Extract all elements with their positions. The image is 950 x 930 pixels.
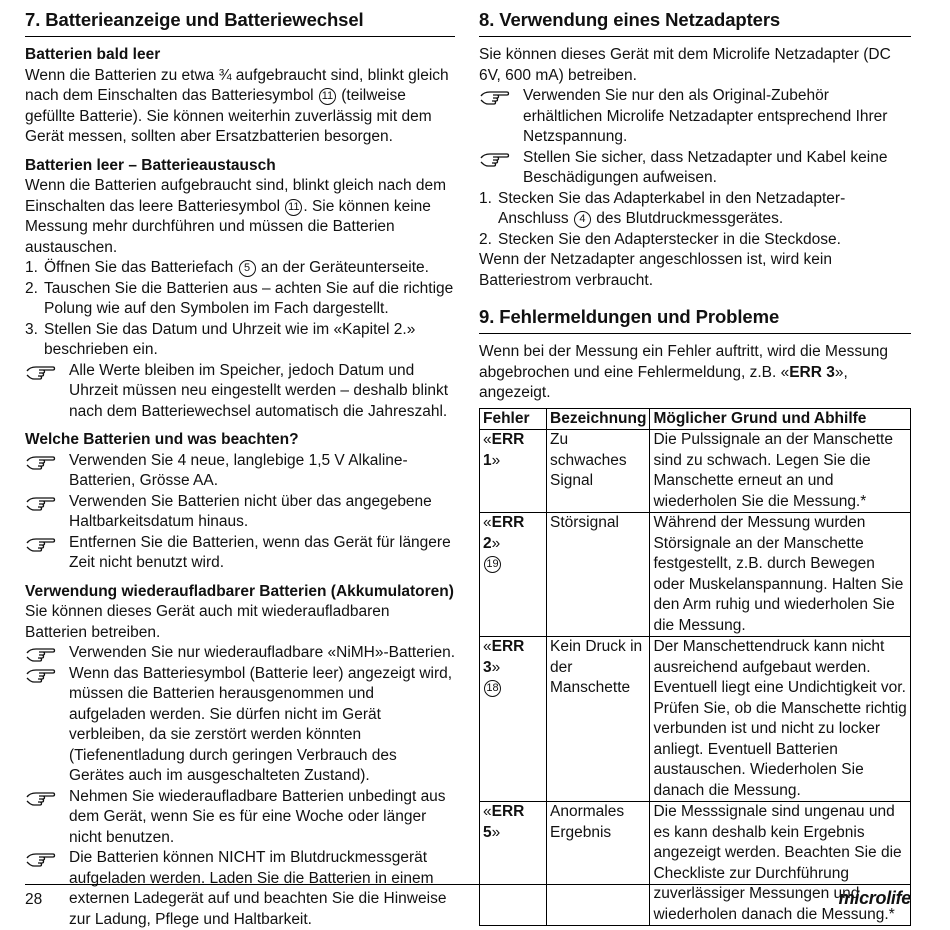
- error-code-cell: «ERR 2» 19: [480, 513, 547, 637]
- pointing-hand-icon: [25, 362, 57, 380]
- error-code-cell: «ERR 5»: [480, 802, 547, 926]
- right-column: [479, 8, 911, 926]
- heading-which-batteries: Welche Batterien und was beachten?: [25, 431, 299, 448]
- error-remedy-cell: Während der Messung wurden Störsignale an der Manschette festgestellt, z.B. durch Bewegen oder Muskelanspannung. Halten Sie den Arm ruhig und wiederholen Sie die Messung.: [650, 513, 911, 637]
- hint-item: Verwenden Sie Batterien nicht über das angegebene Haltbarkeitsdatum hinaus.: [25, 492, 455, 533]
- left-column: [25, 8, 455, 930]
- paragraph-rechargeable: Sie können dieses Gerät auch mit wiederaufladbaren Batterien betreiben.: [25, 603, 390, 641]
- paragraph-adapter-note: Wenn der Netzadapter angeschlossen ist, wird kein Batteriestrom verbraucht.: [479, 251, 832, 289]
- paragraph-batteries-low: Wenn die Batterien zu etwa ¾ aufgebraucht sind, blinkt gleich nach dem Einschalten das Batteriesymbol 11 (teilweise gefüllte Batterie). Sie können weiterhin zuverlässig mit dem Gerät messen, sollten aber Ersatzbatterien besorgen.: [25, 66, 449, 145]
- table-header-row: [480, 408, 911, 430]
- ref-marker: 5: [239, 260, 256, 277]
- list-item: 1. Stecken Sie das Adapterkabel in den Netzadapter-Anschluss 4 des Blutdruckmessgerätes.: [479, 189, 846, 227]
- column-header: Bezeichnung: [547, 408, 650, 430]
- error-code-cell: «ERR 3» 18: [480, 637, 547, 802]
- error-remedy-cell: Die Pulssignale an der Manschette sind zu schwach. Legen Sie die Manschette erneut an und wiederholen Sie die Messung.*: [650, 430, 911, 513]
- page-number: 28: [25, 891, 43, 908]
- error-remedy-cell: Die Messsignale sind ungenau und es kann deshalb kein Ergebnis angezeigt werden. Beachten Sie die Checkliste zur Durchführung zuverlässiger Messungen und wiederholen danach die Messung.*: [650, 802, 911, 926]
- ref-marker: 4: [574, 211, 591, 228]
- heading-batteries-empty: Batterien leer – Batterieaustausch: [25, 156, 276, 174]
- hint-item: Nehmen Sie wiederaufladbare Batterien unbedingt aus dem Gerät, wenn Sie es für eine Woche oder länger nicht benutzen.: [25, 787, 455, 849]
- list-item: 2. Stecken Sie den Adapterstecker in die Steckdose.: [479, 230, 841, 248]
- pointing-hand-icon: [479, 149, 511, 167]
- page-footer: [25, 884, 911, 908]
- list-item: 1. Öffnen Sie das Batteriefach 5 an der Geräteunterseite.: [25, 259, 429, 276]
- pointing-hand-icon: [25, 644, 57, 662]
- hint-item: Stellen Sie sicher, dass Netzadapter und Kabel keine Beschädigungen aufweisen.: [479, 148, 911, 189]
- heading-batteries-low: Batterien bald leer: [25, 46, 161, 63]
- list-item: 3. Stellen Sie das Datum und Uhrzeit wie im «Kapitel 2.» beschrieben ein.: [25, 320, 416, 358]
- paragraph-errors: Wenn bei der Messung ein Fehler auftritt, wird die Messung abgebrochen und eine Fehlermeldung, z.B. «ERR 3», angezeigt.: [479, 343, 888, 401]
- pointing-hand-icon: [25, 849, 57, 867]
- column-header: Möglicher Grund und Abhilfe: [650, 408, 911, 430]
- section-9-title: 9. Fehlermeldungen und Probleme: [479, 305, 911, 334]
- table-row: [480, 430, 911, 513]
- pointing-hand-icon: [25, 665, 57, 683]
- table-row: [480, 513, 911, 637]
- brand-logo: microlife: [838, 888, 911, 908]
- section-8-title: 8. Verwendung eines Netzadapters: [479, 8, 911, 37]
- paragraph-batteries-empty: Wenn die Batterien aufgebraucht sind, blinkt gleich nach dem Einschalten das leere Batteriesymbol 11 . Sie können keine Messung mehr durchführen und müssen die Batterien austauschen.: [25, 177, 447, 256]
- ref-marker: 11: [319, 88, 336, 105]
- ref-marker: 11: [285, 199, 302, 216]
- list-item: 2. Tauschen Sie die Batterien aus – achten Sie auf die richtige Polung wie auf den Symbolen im Fach dargestellt.: [25, 279, 454, 317]
- hint-item: Wenn das Batteriesymbol (Batterie leer) angezeigt wird, müssen die Batterien herausgenommen und aufgeladen werden. Sie dürfen nicht im Gerät verbleiben, da sie zerstört werden könnten (Tiefenentladung durch geringen Verbrauch des Gerätes auch im ausgeschalteten Zustand).: [25, 664, 455, 787]
- error-name-cell: Kein Druck in der Manschette: [547, 637, 650, 802]
- error-remedy-cell: Der Manschettendruck kann nicht ausreichend aufgebaut werden. Eventuell liegt eine Undichtigkeit vor. Prüfen Sie, ob die Manschette richtig verbunden ist und nicht zu locker anliegt. Eventuell Batterien austauschen. Wiederholen Sie danach die Messung.: [650, 637, 911, 802]
- pointing-hand-icon: [25, 534, 57, 552]
- paragraph-adapter: Sie können dieses Gerät mit dem Microlife Netzadapter (DC 6V, 600 mA) betreiben.: [479, 46, 891, 84]
- hint-item: Verwenden Sie nur wiederaufladbare «NiMH»-Batterien.: [25, 643, 455, 664]
- ref-marker: 19: [484, 556, 501, 573]
- error-name-cell: Störsignal: [547, 513, 650, 637]
- error-name-cell: Anormales Ergebnis: [547, 802, 650, 926]
- error-name-cell: Zu schwaches Signal: [547, 430, 650, 513]
- hint-item: Verwenden Sie nur den als Original-Zubehör erhältlichen Microlife Netzadapter entsprechend Ihrer Netzspannung.: [479, 86, 911, 148]
- hint-item: Die Batterien können NICHT im Blutdruckmessgerät aufgeladen werden. Laden Sie die Batterien in einem externen Ladegerät auf und beachten Sie die Hinweise zur Ladung, Pflege und Haltbarkeit.: [25, 848, 455, 930]
- pointing-hand-icon: [25, 493, 57, 511]
- hint-item: Alle Werte bleiben im Speicher, jedoch Datum und Uhrzeit müssen neu eingestellt werden – deshalb blinkt nach dem Batteriewechsel automatisch die Jahreszahl.: [25, 361, 455, 423]
- hint-item: Verwenden Sie 4 neue, langlebige 1,5 V Alkaline-Batterien, Grösse AA.: [25, 451, 455, 492]
- pointing-hand-icon: [25, 452, 57, 470]
- error-table: [479, 408, 911, 927]
- table-row: [480, 637, 911, 802]
- heading-rechargeable: Verwendung wiederaufladbarer Batterien (Akkumulatoren): [25, 582, 454, 600]
- error-code-cell: «ERR 1»: [480, 430, 547, 513]
- ref-marker: 18: [484, 680, 501, 697]
- column-header: Fehler: [480, 408, 547, 430]
- pointing-hand-icon: [25, 788, 57, 806]
- pointing-hand-icon: [479, 87, 511, 105]
- section-7-title: 7. Batterieanzeige und Batteriewechsel: [25, 8, 455, 37]
- hint-item: Entfernen Sie die Batterien, wenn das Gerät für längere Zeit nicht benutzt wird.: [25, 533, 455, 574]
